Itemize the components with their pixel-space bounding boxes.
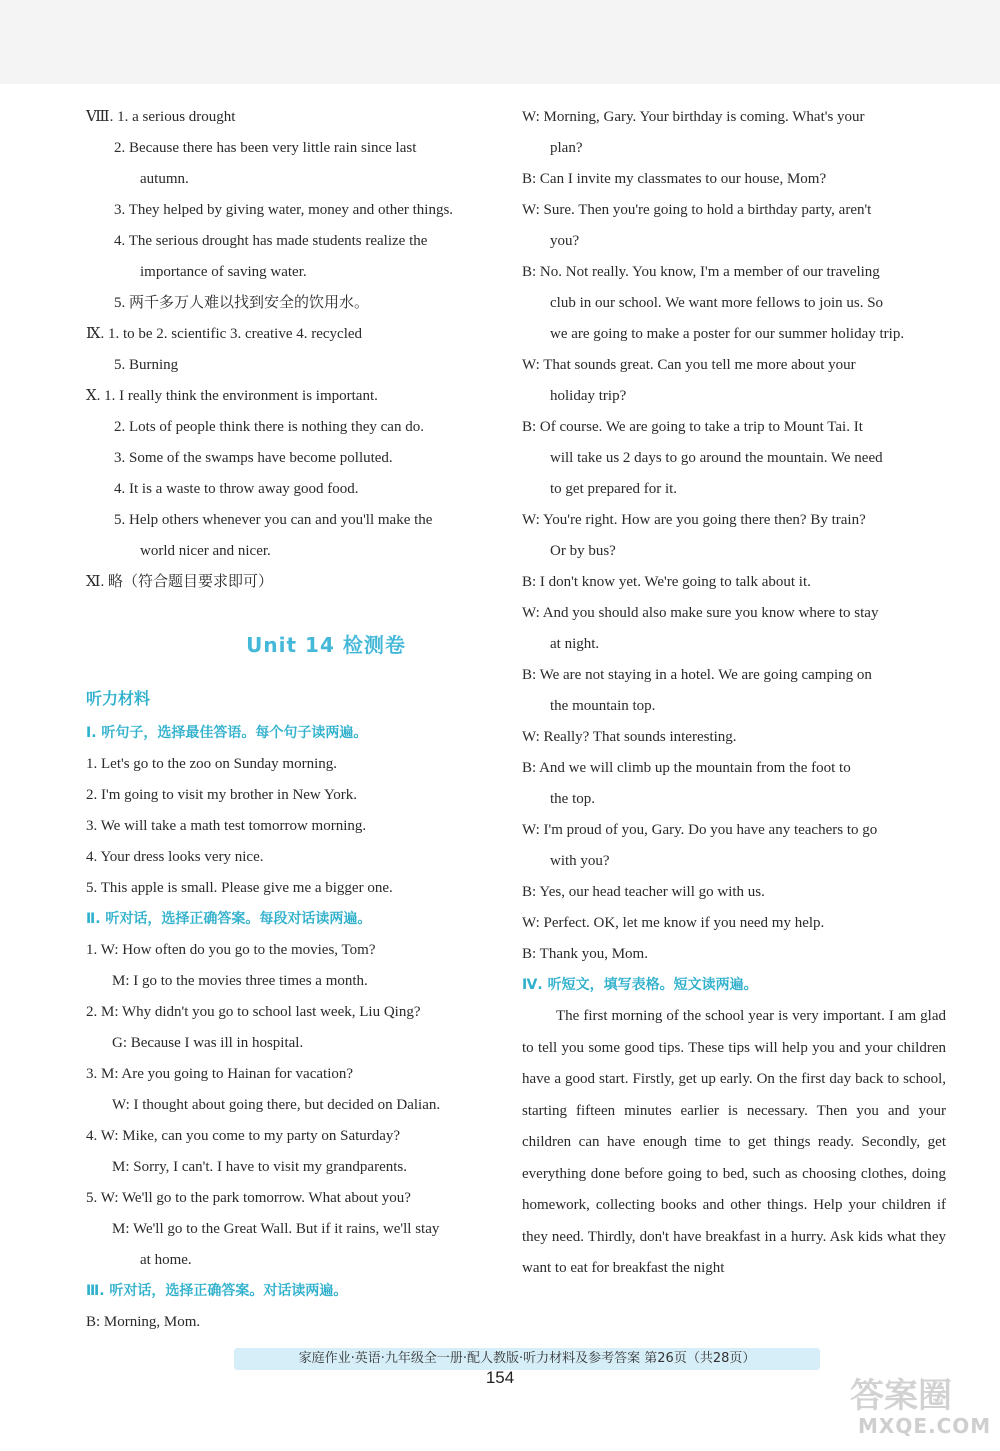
watermark-url: MXQE.COM <box>858 1414 992 1438</box>
part1-item: 4. Your dress looks very nice. <box>86 849 264 865</box>
right-column <box>522 102 946 1285</box>
dialogue-line: B: And we will climb up the mountain from the foot to <box>522 760 851 776</box>
dialogue-line: the mountain top. <box>550 698 656 714</box>
dialogue-line: W: Morning, Gary. Your birthday is coming. What's your <box>522 109 865 125</box>
unit-title: Unit 14 检测卷 <box>246 633 406 657</box>
listening-title: 听力材料 <box>86 689 151 708</box>
answer-10-1: Ⅹ. 1. I really think the environment is important. <box>86 388 378 404</box>
dialogue-line: B: We are not staying in a hotel. We are going camping on <box>522 667 872 683</box>
dialogue-line: club in our school. We want more fellows to join us. So <box>550 295 884 311</box>
page-number: 154 <box>485 1368 515 1387</box>
part2-line: 2. M: Why didn't you go to school last week, Liu Qing? <box>86 1004 421 1020</box>
top-band <box>0 0 1000 84</box>
passage-text: The first morning of the school year is very important. I am glad to tell you some good tips. These tips will help you and your children have a good start. Firstly, get up early. On the first day back to school, starting fifteen minutes earlier is necessary. Then you and your children can have enough time to get things ready. Secondly, get everything done before going to bed, such as choosing clothes, doing homework, collecting books and other things. Help your children if they need. Thirdly, don't have breakfast in a hurry. Ask kids what they want to eat for breakfast the night <box>522 1008 946 1276</box>
part1-item: 2. I'm going to visit my brother in New York. <box>86 787 358 803</box>
part2-line: 5. W: We'll go to the park tomorrow. What about you? <box>86 1190 411 1206</box>
dialogue-line: at night. <box>550 636 600 652</box>
answer-10-5-cont: world nicer and nicer. <box>140 543 271 559</box>
part2-line: at home. <box>140 1252 192 1268</box>
dialogue-line: the top. <box>550 791 595 807</box>
dialogue-line: to get prepared for it. <box>550 481 678 497</box>
answer-10-3: 3. Some of the swamps have become polluted. <box>114 450 393 466</box>
dialogue-line: Or by bus? <box>550 543 616 559</box>
dialogue-line: B: No. Not really. You know, I'm a member of our traveling <box>522 264 880 280</box>
part3-first-line: B: Morning, Mom. <box>86 1314 201 1330</box>
part2-heading: Ⅱ. 听对话，选择正确答案。每段对话读两遍。 <box>86 911 372 927</box>
dialogue-line: W: And you should also make sure you know where to stay <box>522 605 879 621</box>
answer-8-4-cont: importance of saving water. <box>140 264 307 280</box>
part2-line: G: Because I was ill in hospital. <box>112 1035 304 1051</box>
answer-11: Ⅺ. 略（符合题目要求即可） <box>86 574 274 590</box>
dialogue-line: with you? <box>550 853 610 869</box>
dialogue-line: plan? <box>550 140 583 156</box>
dialogue-line: W: Perfect. OK, let me know if you need my help. <box>522 915 825 931</box>
answer-8-2: 2. Because there has been very little rain since last <box>114 140 417 156</box>
part2-line: M: I go to the movies three times a month. <box>112 973 368 989</box>
dialogue-line: you? <box>550 233 580 249</box>
part2-line: 3. M: Are you going to Hainan for vacation? <box>86 1066 354 1082</box>
answer-10-5: 5. Help others whenever you can and you'll make the <box>114 512 433 528</box>
answer-8-5: 5. 两千多万人难以找到安全的饮用水。 <box>114 295 370 311</box>
part3-heading: Ⅲ. 听对话，选择正确答案。对话读两遍。 <box>86 1283 348 1299</box>
dialogue-line: W: That sounds great. Can you tell me more about your <box>522 357 856 373</box>
answer-10-4: 4. It is a waste to throw away good food. <box>114 481 359 497</box>
answer-10-2: 2. Lots of people think there is nothing they can do. <box>114 419 424 435</box>
part2-line: M: We'll go to the Great Wall. But if it rains, we'll stay <box>112 1221 440 1237</box>
dialogue-line: B: Thank you, Mom. <box>522 946 648 962</box>
dialogue-line: holiday trip? <box>550 388 627 404</box>
dialogue-line: B: Can I invite my classmates to our house, Mom? <box>522 171 827 187</box>
answer-9-line1: Ⅸ. 1. to be 2. scientific 3. creative 4. recycled <box>86 326 363 342</box>
dialogue-line: W: You're right. How are you going there then? By train? <box>522 512 866 528</box>
dialogue-line: W: Really? That sounds interesting. <box>522 729 737 745</box>
part2-line: 1. W: How often do you go to the movies, Tom? <box>86 942 376 958</box>
dialogue-line: B: Yes, our head teacher will go with us. <box>522 884 765 900</box>
part1-item: 3. We will take a math test tomorrow morning. <box>86 818 367 834</box>
watermark-logo <box>850 1368 990 1448</box>
dialogue-line: B: Of course. We are going to take a trip to Mount Tai. It <box>522 419 863 435</box>
answer-8-3: 3. They helped by giving water, money and other things. <box>114 202 454 218</box>
left-column <box>86 102 506 1338</box>
page-footer: 家庭作业·英语·九年级全一册·配人教版·听力材料及参考答案 第26页（共28页） <box>234 1348 820 1370</box>
dialogue-line: W: Sure. Then you're going to hold a birthday party, aren't <box>522 202 872 218</box>
answer-8-4: 4. The serious drought has made students realize the <box>114 233 428 249</box>
part2-line: 4. W: Mike, can you come to my party on Saturday? <box>86 1128 401 1144</box>
part1-item: 5. This apple is small. Please give me a bigger one. <box>86 880 393 896</box>
dialogue-line: W: I'm proud of you, Gary. Do you have any teachers to go <box>522 822 878 838</box>
answer-8-2-cont: autumn. <box>140 171 189 187</box>
dialogue-line: will take us 2 days to go around the mountain. We need <box>550 450 883 466</box>
watermark-text: 答案圈 <box>850 1376 952 1416</box>
dialogue-line: we are going to make a poster for our summer holiday trip. <box>550 326 905 342</box>
answer-9-line2: 5. Burning <box>114 357 179 373</box>
part2-line: W: I thought about going there, but decided on Dalian. <box>112 1097 441 1113</box>
part4-heading: Ⅳ. 听短文，填写表格。短文读两遍。 <box>522 977 758 993</box>
dialogue-line: B: I don't know yet. We're going to talk about it. <box>522 574 811 590</box>
part1-item: 1. Let's go to the zoo on Sunday morning. <box>86 756 338 772</box>
part1-heading: Ⅰ. 听句子，选择最佳答语。每个句子读两遍。 <box>86 725 368 741</box>
part2-line: M: Sorry, I can't. I have to visit my grandparents. <box>112 1159 407 1175</box>
answer-8-1: Ⅷ. 1. a serious drought <box>86 109 236 125</box>
